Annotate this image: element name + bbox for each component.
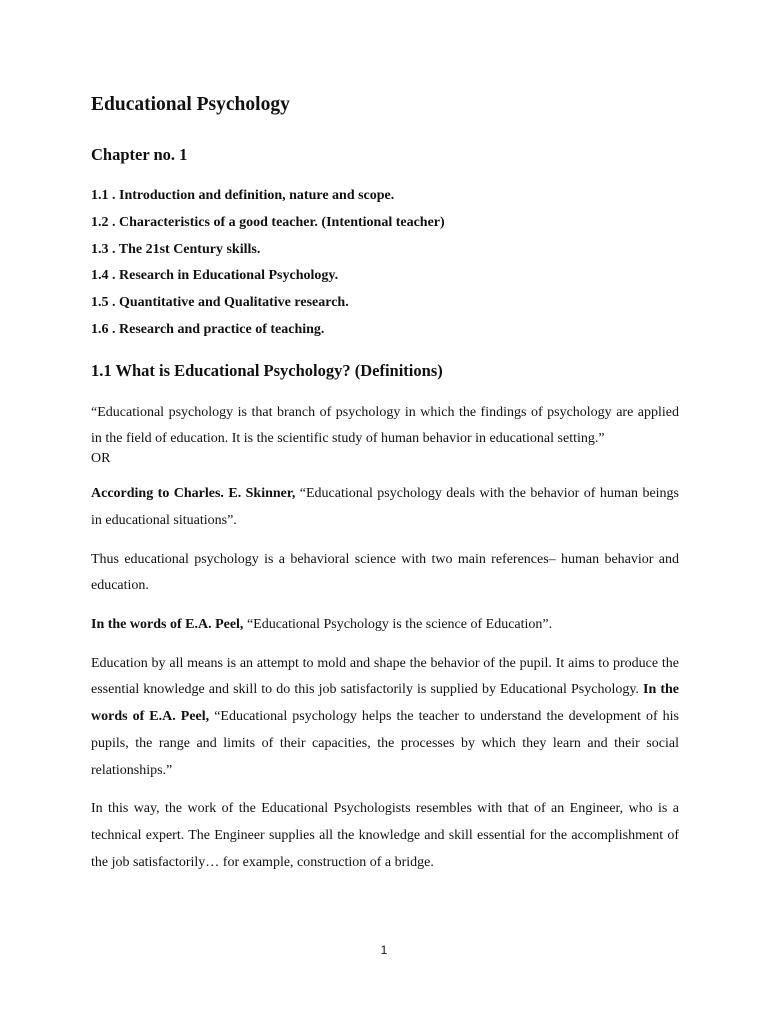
skinner-attribution: According to Charles. E. Skinner, — [91, 486, 296, 502]
contents-item: 1.2 . Characteristics of a good teacher. (Intentional teacher) — [91, 214, 445, 230]
peel-attribution-2: In the words of E.A. Peel, — [91, 682, 679, 725]
peel-quote: “Educational Psychology is the science of Education”. — [243, 617, 553, 632]
peel-paragraph — [91, 612, 679, 639]
document-title: Educational Psychology — [91, 94, 290, 115]
education-paragraph — [91, 651, 679, 785]
or-separator: OR — [91, 451, 111, 467]
definition-paragraph: “Educational psychology is that branch of psychology in which the findings of psychology are applied in the field of education. It is the scientific study of human behavior in educational setting.” — [91, 404, 679, 447]
peel-attribution: In the words of E.A. Peel, — [91, 617, 244, 632]
section-heading: 1.1 What is Educational Psychology? (Definitions) — [91, 360, 443, 380]
behavioral-science-paragraph: Thus educational psychology is a behavioral science with two main references– human behavior and education. — [91, 551, 679, 594]
peel-quote-2: “Educational psychology helps the teacher to understand the development of his pupils, the range and limits of their capacities, the processes by which they learn and their social relationships.” — [91, 709, 679, 778]
skinner-quote: “Educational psychology deals with the behavior of human beings in educational situations”. — [91, 486, 679, 528]
contents-item: 1.4 . Research in Educational Psychology. — [91, 268, 339, 284]
document-page — [91, 92, 679, 876]
engineer-paragraph: In this way, the work of the Educational Psychologists resembles with that of an Engineer, who is a technical expert. The Engineer supplies all the knowledge and skill essential for the accomplishment of the job satisfactorily… for example, construction of a bridge. — [91, 801, 679, 870]
education-text: Education by all means is an attempt to mold and shape the behavior of the pupil. It aims to produce the essential knowledge and skill to do this job satisfactorily is supplied by Educational Psychology. — [91, 655, 679, 698]
contents-item: 1.3 . The 21st Century skills. — [91, 241, 261, 257]
chapter-contents-list — [91, 183, 679, 344]
contents-item: 1.1 . Introduction and definition, nature and scope. — [91, 188, 395, 203]
chapter-heading: Chapter no. 1 — [91, 145, 188, 164]
contents-item: 1.5 . Quantitative and Qualitative research. — [91, 295, 349, 311]
skinner-paragraph — [91, 481, 679, 534]
page-number: 1 — [380, 943, 388, 957]
contents-item: 1.6 . Research and practice of teaching. — [91, 321, 325, 337]
